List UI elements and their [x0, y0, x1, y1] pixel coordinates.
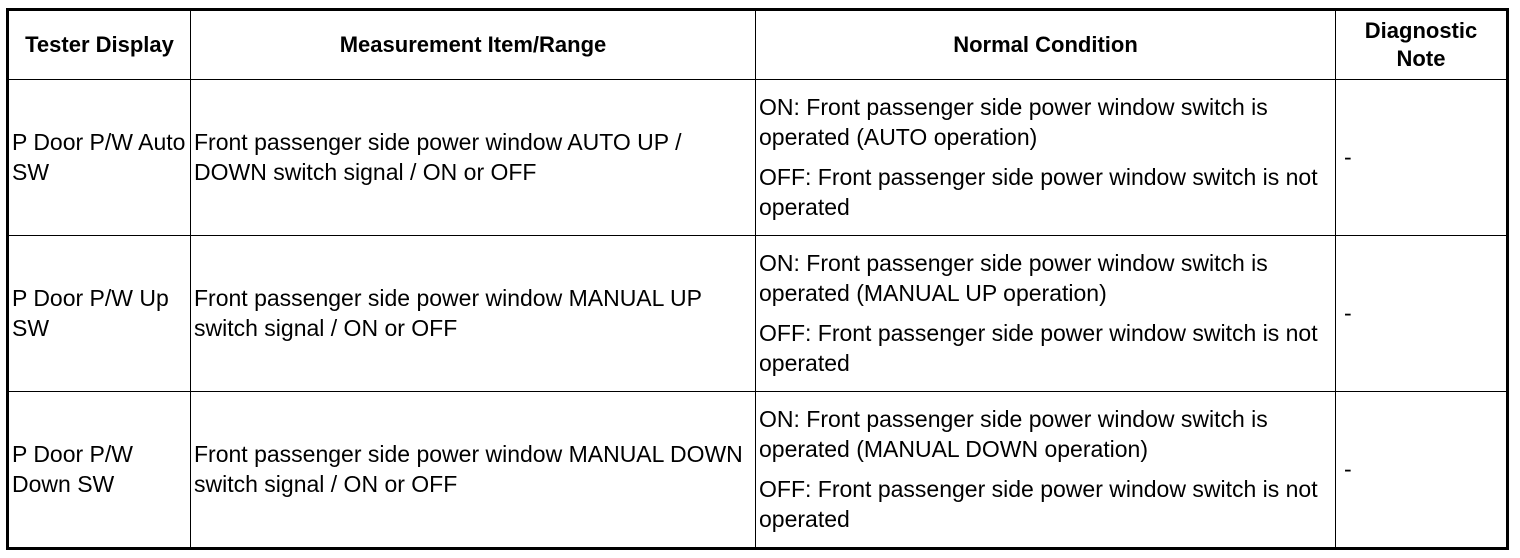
normal-condition-cell: [756, 80, 1336, 236]
normal-condition-cell: [756, 235, 1336, 391]
measurement-cell: Front passenger side power window MANUAL DOWN switch signal / ON or OFF: [191, 391, 756, 548]
tester-display-cell: P Door P/W Up SW: [8, 235, 191, 391]
condition-off-text: OFF: Front passenger side power window switch is not operated: [759, 320, 1318, 377]
table-row: [8, 80, 1508, 236]
diagnostic-note-cell: -: [1336, 80, 1508, 236]
condition-on-text: ON: Front passenger side power window switch is operated (AUTO operation): [759, 94, 1268, 151]
condition-on-text: ON: Front passenger side power window switch is operated (MANUAL UP operation): [759, 250, 1268, 307]
diagnostic-note-cell: -: [1336, 391, 1508, 548]
measurement-cell: Front passenger side power window MANUAL UP switch signal / ON or OFF: [191, 235, 756, 391]
tester-display-cell: P Door P/W Down SW: [8, 391, 191, 548]
header-normal-condition: Normal Condition: [756, 10, 1336, 80]
measurement-cell: Front passenger side power window AUTO UP / DOWN switch signal / ON or OFF: [191, 80, 756, 236]
data-list-table: [6, 8, 1509, 550]
header-tester-display: Tester Display: [8, 10, 191, 80]
table-row: [8, 235, 1508, 391]
condition-on-text: ON: Front passenger side power window switch is operated (MANUAL DOWN operation): [759, 406, 1268, 463]
normal-condition-cell: [756, 391, 1336, 548]
diagnostic-note-cell: -: [1336, 235, 1508, 391]
tester-display-cell: P Door P/W Auto SW: [8, 80, 191, 236]
condition-off-text: OFF: Front passenger side power window switch is not operated: [759, 476, 1318, 533]
header-measurement-item: Measurement Item/Range: [191, 10, 756, 80]
table-row: [8, 391, 1508, 548]
header-diagnostic-note: Diagnostic Note: [1336, 10, 1508, 80]
condition-off-text: OFF: Front passenger side power window switch is not operated: [759, 164, 1318, 221]
table-header-row: [8, 10, 1508, 80]
